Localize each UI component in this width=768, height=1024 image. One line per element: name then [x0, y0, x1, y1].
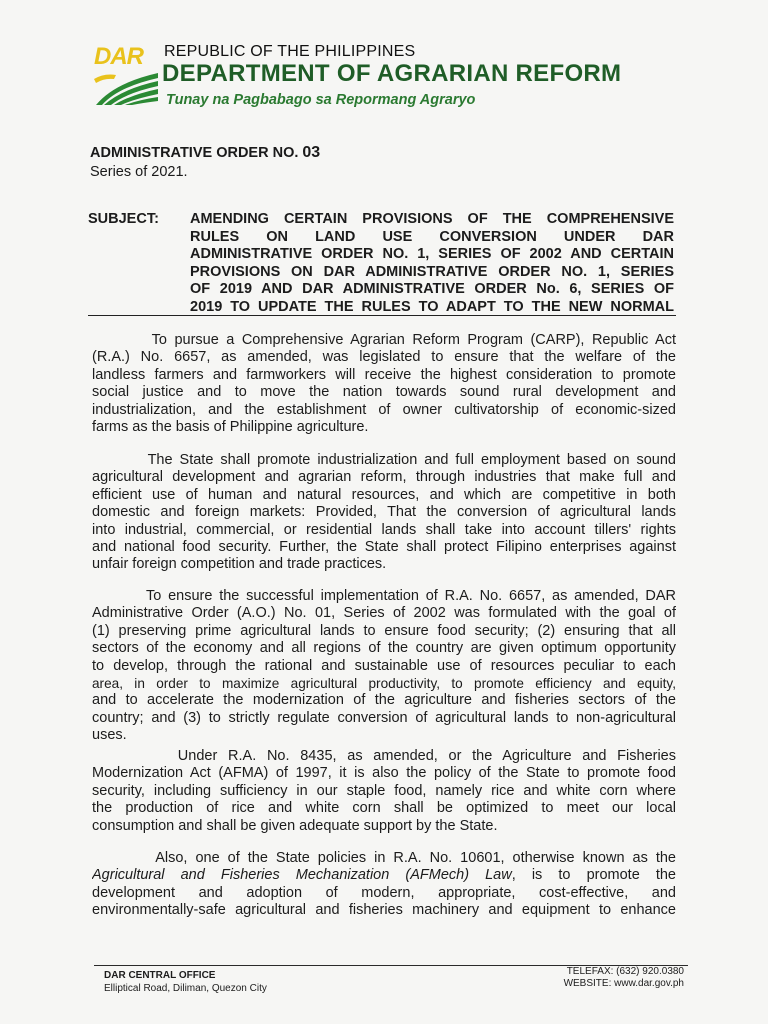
order-title [90, 144, 320, 162]
letterhead [94, 40, 694, 120]
subject-divider [88, 315, 676, 316]
department-motto: Tunay na Pagbabago sa Repormang Agraryo [166, 92, 476, 108]
paragraph-line: and national food security. Further, the State shall protect Filipino enterprises against [92, 539, 676, 556]
paragraph-line: sectors of the economy and all regions of the country are given optimum opportunity [92, 640, 676, 657]
logo-text: DAR [94, 43, 143, 70]
department-heading: DEPARTMENT OF AGRARIAN REFORM [162, 60, 622, 87]
subject-line: PROVISIONS ON DAR ADMINISTRATIVE ORDER NO. 1, SERIES [190, 263, 674, 280]
footer-telefax: TELEFAX: (632) 920.0380 [566, 966, 684, 977]
paragraph-line: agricultural development and agrarian reform, through industries that make full and [92, 469, 676, 486]
paragraph-line: the production of rice and white corn shall be optimized to meet our local [92, 800, 676, 817]
paragraph-line: social justice and to move the nation towards sound rural development and [92, 384, 676, 401]
paragraph-line: farms as the basis of Philippine agriculture. [92, 419, 369, 436]
paragraph-line: efficient use of human and natural resources, and which are competitive in both [92, 486, 676, 503]
paragraph-line: (R.A.) No. 6657, as amended, was legislated to ensure that the welfare of the [92, 349, 676, 366]
paragraph-line: to develop, through the rational and sustainable use of resources peculiar to each [92, 657, 676, 674]
paragraph-line: area, in order to maximize agricultural productivity, to promote efficiency and equity, [92, 676, 676, 692]
paragraph-line: and to accelerate the modernization of the agriculture and fisheries sectors of the [92, 692, 676, 709]
act-title-italic: Agricultural and Fisheries Mechanization (AFMech) Law [92, 867, 512, 884]
paragraph-line: landless farmers and farmworkers will receive the highest consideration to promote [92, 366, 676, 383]
paragraph-line: Administrative Order (A.O.) No. 01, Series of 2002 was formulated with the goal of [92, 605, 676, 622]
footer-address: Elliptical Road, Diliman, Quezon City [104, 983, 267, 994]
paragraph-line: (1) preserving prime agricultural lands to ensure food security; (2) ensuring that all [92, 622, 676, 639]
order-series: Series of 2021. [90, 164, 188, 180]
paragraph-5 [92, 850, 676, 920]
subject-line: 2019 TO UPDATE THE RULES TO ADAPT TO THE NEW NORMAL [190, 298, 674, 315]
subject-label: SUBJECT: [88, 211, 159, 227]
footer-contact [564, 966, 684, 990]
field-rows-logo-icon [94, 69, 160, 109]
subject-line: RULES ON LAND USE CONVERSION UNDER DAR [190, 228, 674, 245]
dar-logo [94, 45, 160, 109]
paragraph-line: environmentally-safe agricultural and fisheries machinery and equipment to enhance [92, 902, 676, 919]
paragraph-1 [92, 332, 676, 436]
paragraph-line: into industrial, commercial, or residential lands shall take into account tillers' rights [92, 521, 676, 538]
republic-heading: REPUBLIC OF THE PHILIPPINES [164, 43, 416, 60]
paragraph-3 [92, 588, 676, 745]
paragraph-line: security, including sufficiency in our staple food, namely rice and white corn where [92, 782, 676, 799]
paragraph-line: To ensure the successful implementation of R.A. No. 6657, as amended, DAR [92, 588, 676, 604]
order-title-prefix: ADMINISTRATIVE ORDER NO. [90, 145, 303, 161]
footer-office: DAR CENTRAL OFFICE [104, 970, 216, 981]
paragraph-2 [92, 452, 676, 574]
act-title-rest: , is to promote the [511, 867, 676, 884]
paragraph-line: To pursue a Comprehensive Agrarian Reform Program (CARP), Republic Act [92, 332, 676, 348]
paragraph-line: Modernization Act (AFMA) of 1997, it is also the policy of the State to promote food [92, 765, 676, 782]
paragraph-line: industrialization, and the establishment of owner cultivatorship of economic-sized [92, 401, 676, 418]
paragraph-line: Under R.A. No. 8435, as amended, or the Agriculture and Fisheries [92, 748, 676, 764]
subject-line: OF 2019 AND DAR ADMINISTRATIVE ORDER No. 6, SERIES OF [190, 281, 674, 298]
subject-line: AMENDING CERTAIN PROVISIONS OF THE COMPREHENSIVE [190, 211, 674, 227]
order-number: 03 [302, 144, 321, 161]
paragraph-line: Also, one of the State policies in R.A. No. 10601, otherwise known as the [92, 850, 676, 866]
paragraph-line: domestic and foreign markets: Provided, That the conversion of agricultural lands [92, 504, 676, 521]
paragraph-line: uses. [92, 727, 127, 744]
paragraph-line: The State shall promote industrialization and full employment based on sound [92, 452, 676, 468]
subject-line: ADMINISTRATIVE ORDER NO. 1, SERIES OF 2002 AND CERTAIN [190, 246, 674, 263]
footer-website: WEBSITE: www.dar.gov.ph [563, 978, 684, 989]
paragraph-line: development and adoption of modern, appropriate, cost-effective, and [92, 884, 676, 901]
paragraph-line [92, 867, 676, 884]
paragraph-line: consumption and shall be given adequate support by the State. [92, 817, 498, 834]
paragraph-line: unfair foreign competition and trade practices. [92, 556, 387, 573]
subject-text [190, 211, 674, 317]
paragraph-line: country; and (3) to strictly regulate conversion of agricultural lands to non-agricultural [92, 709, 676, 726]
paragraph-4 [92, 748, 676, 835]
